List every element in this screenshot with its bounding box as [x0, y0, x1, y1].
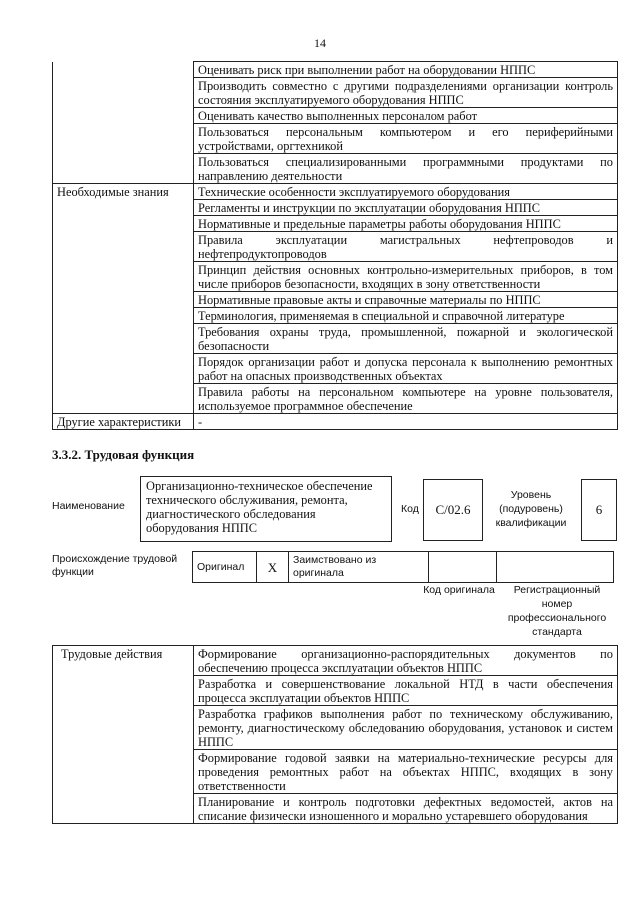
origin-table: [192, 551, 614, 583]
actions-label: Трудовые действия: [53, 646, 194, 676]
table-row: [53, 646, 618, 676]
skill-item: Оценивать риск при выполнении работ на оборудовании НППС: [194, 62, 618, 78]
table-row: [53, 750, 618, 794]
skill-item: Пользоваться персональным компьютером и его периферийными устройствами, оргтехникой: [194, 124, 618, 154]
knowledge-item: Правила работы на персональном компьютере на уровне пользователя, используемое программное обеспечение: [194, 384, 618, 414]
action-item: Разработка графиков выполнения работ по техническому обслуживанию, ремонту, диагностическому обследованию оборудования, установок и систем НППС: [194, 706, 618, 750]
skill-item: Оценивать качество выполненных персоналом работ: [194, 108, 618, 124]
knowledge-item: Требования охраны труда, промышленной, пожарной и экологической безопасности: [194, 324, 618, 354]
table-row: [53, 292, 618, 308]
reg-caption: Регистрационный номер профессионального стандарта: [507, 584, 607, 638]
table-row: [193, 552, 614, 583]
table-row: [53, 78, 618, 108]
reg-number-cell: [497, 552, 614, 583]
table-row: [53, 324, 618, 354]
name-label: Наименование: [52, 500, 125, 512]
knowledge-item: Порядок организации работ и допуска персонала к выполнению ремонтных работ на опасных производственных объектах: [194, 354, 618, 384]
knowledge-item: Нормативные правовые акты и справочные материалы по НППС: [194, 292, 618, 308]
knowledge-item: Регламенты и инструкции по эксплуатации оборудования НППС: [194, 200, 618, 216]
action-item: Формирование организационно-распорядительных документов по обеспечению процесса эксплуатации объектов НППС: [194, 646, 618, 676]
page-number: 14: [314, 36, 326, 50]
knowledge-item: Нормативные и предельные параметры работы оборудования НППС: [194, 216, 618, 232]
function-code-box: С/02.6: [423, 479, 483, 541]
action-item: Формирование годовой заявки на материально-технические ресурсы для проведения ремонтных работ на объектах НППС, входящих в зону ответственности: [194, 750, 618, 794]
knowledge-item: Терминология, применяемая в специальной и справочной литературе: [194, 308, 618, 324]
code-label: Код: [401, 503, 419, 515]
skill-item: Производить совместно с другими подразделениями организации контроль состояния эксплуатируемого оборудования НППС: [194, 78, 618, 108]
knowledge-item: Правила эксплуатации магистральных нефтепроводов и нефтепродуктопроводов: [194, 232, 618, 262]
borrowed-label: Заимствовано из оригинала: [289, 552, 429, 583]
action-item: Планирование и контроль подготовки дефектных ведомостей, актов на списание физически изношенного и морально устаревшего оборудования: [194, 794, 618, 824]
level-label: Уровень (подуровень) квалификации: [495, 489, 567, 529]
action-item: Разработка и совершенствование локальной НТД в части обеспечения процесса эксплуатации объектов НППС: [194, 676, 618, 706]
original-mark: X: [257, 552, 289, 583]
table-row: [53, 154, 618, 184]
table-row: [53, 384, 618, 414]
other-label: Другие характеристики: [53, 414, 194, 430]
table-row: [53, 62, 618, 78]
knowledge-label: Необходимые знания: [53, 184, 194, 200]
level-value-box: 6: [581, 479, 617, 541]
table-row: [53, 184, 618, 200]
competency-table: [52, 61, 618, 430]
section-title: 3.3.2. Трудовая функция: [52, 447, 195, 462]
original-code-cell: [429, 552, 497, 583]
origin-label: Происхождение трудовой функции: [52, 553, 178, 578]
function-name-box: Организационно-техническое обеспечение технического обслуживания, ремонта, диагностического обследования оборудования НППС: [140, 476, 392, 542]
table-row: [53, 354, 618, 384]
original-label: Оригинал: [193, 552, 257, 583]
table-row: [53, 216, 618, 232]
knowledge-item: Технические особенности эксплуатируемого оборудования: [194, 184, 618, 200]
code-caption: Код оригинала: [423, 584, 495, 596]
table-row: [53, 200, 618, 216]
other-value: -: [194, 414, 618, 430]
table-row: [53, 676, 618, 706]
table-row: [53, 124, 618, 154]
actions-table: [52, 645, 618, 824]
table-row: [53, 794, 618, 824]
table-row: [53, 108, 618, 124]
skill-item: Пользоваться специализированными программными продуктами по направлению деятельности: [194, 154, 618, 184]
table-row: [53, 308, 618, 324]
knowledge-item: Принцип действия основных контрольно-измерительных приборов, в том числе приборов безопасности, входящих в зону ответственности: [194, 262, 618, 292]
table-row: [53, 706, 618, 750]
table-row: [53, 414, 618, 430]
table-row: [53, 232, 618, 262]
table-row: [53, 262, 618, 292]
